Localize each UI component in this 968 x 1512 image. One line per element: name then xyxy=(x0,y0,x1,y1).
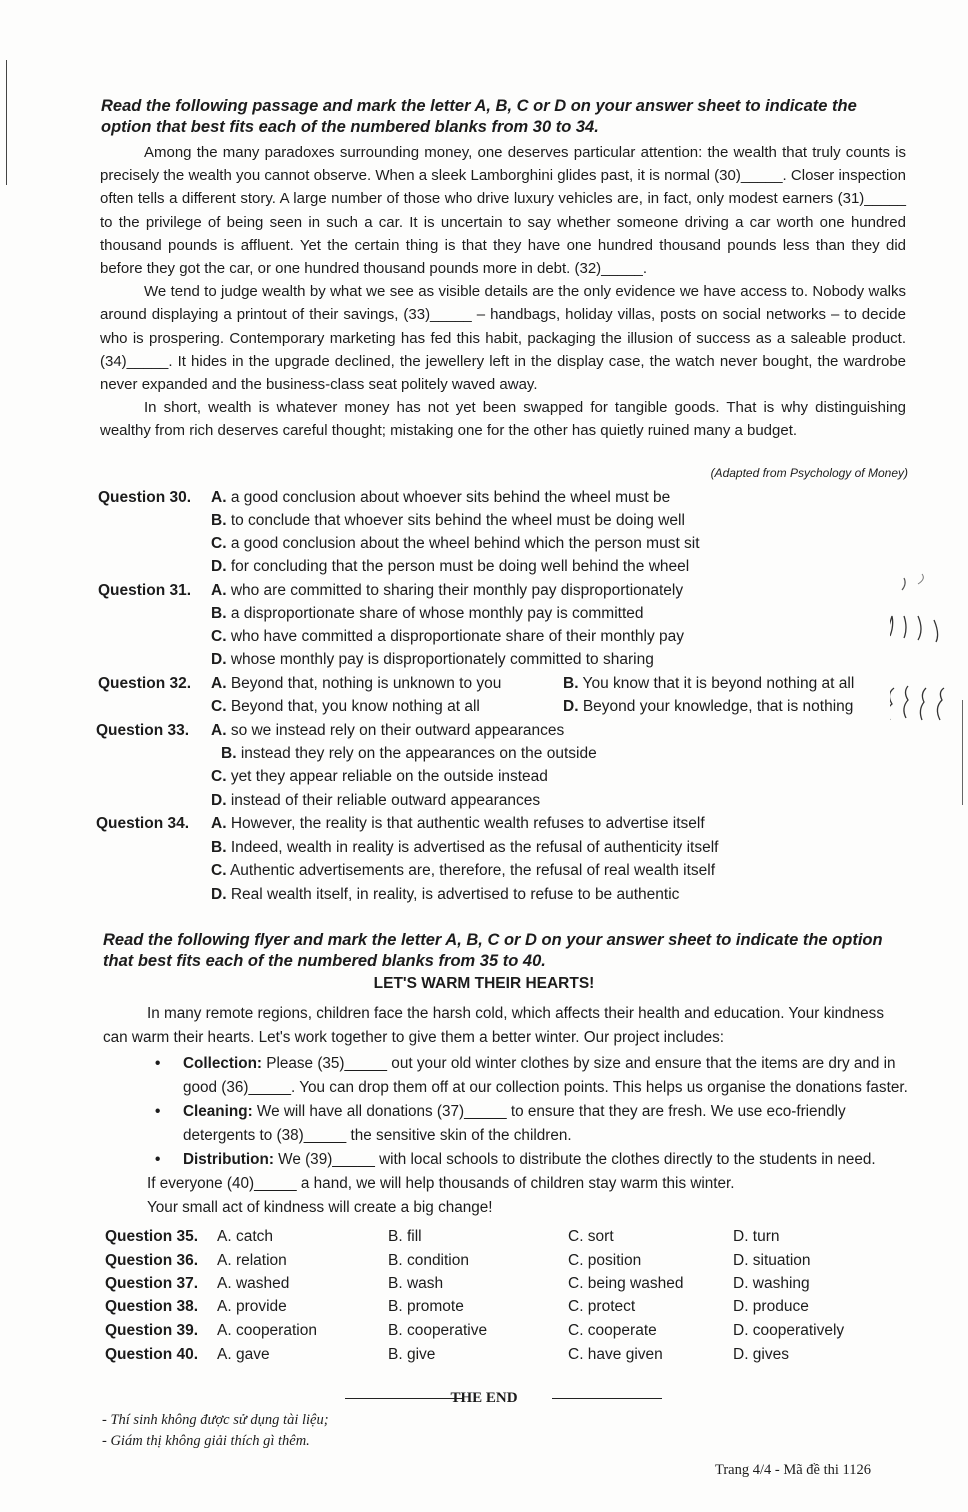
question-33-label: Question 33. xyxy=(96,722,190,739)
question-38-option-b[interactable]: B. promote xyxy=(388,1298,464,1315)
end-divider-right xyxy=(552,1398,662,1399)
question-39-option-a[interactable]: A. cooperation xyxy=(217,1322,317,1339)
note-no-explanation: - Giám thị không giải thích gì thêm. xyxy=(102,1433,310,1449)
reading-passage xyxy=(100,141,906,443)
question-38-option-c[interactable]: C. protect xyxy=(568,1298,636,1315)
question-33-option-c[interactable]: C. yet they appear reliable on the outside instead xyxy=(211,768,548,785)
question-40-option-a[interactable]: A. gave xyxy=(217,1346,270,1363)
question-40-label: Question 40. xyxy=(105,1346,199,1363)
page-footer: Trang 4/4 - Mã đề thi 1126 xyxy=(715,1462,872,1478)
question-33-option-a[interactable]: A. so we instead rely on their outward appearances xyxy=(211,722,565,739)
passage-paragraph-2: We tend to judge wealth by what we see as visible details are the only evidence we have access to. Nobody walks around displaying a printout of their savings, (33)_____ – handbags, holiday villas, posts on social networks – to decide who is prospering. Contemporary marketing has fed this habit, packaging the illusion of success as a saleable product. (34)_____. It hides in the upgrade declined, the jewellery left in the display case, the watch never bought, the wardrobe never expanded and the business-class seat politely waved away. xyxy=(100,283,906,394)
question-32-option-a[interactable]: A. Beyond that, nothing is unknown to you xyxy=(211,675,502,692)
question-38-option-a[interactable]: A. provide xyxy=(217,1298,287,1315)
question-37-option-a[interactable]: A. washed xyxy=(217,1275,290,1292)
question-31-option-c[interactable]: C. who have committed a disproportionate share of their monthly pay xyxy=(211,628,684,645)
question-40-option-c[interactable]: C. have given xyxy=(568,1346,663,1363)
question-38-label: Question 38. xyxy=(105,1298,199,1315)
flyer-bullet-distribution: • Distribution: We (39)_____ with local schools to distribute the clothes directly to the students in need. xyxy=(103,1148,909,1172)
question-30-option-d[interactable]: D. for concluding that the person must be doing well behind the wheel xyxy=(211,558,690,575)
passage-paragraph-1: Among the many paradoxes surrounding money, one deserves particular attention: the wealth that truly counts is precisely the wealth you cannot observe. When a sleek Lamborghini glides past, it is normal (30)_____. Closer inspection often tells a different story. A large number of those who drive luxury vehicles are, in fact, only modest earners (31)_____ to the privilege of being seen in such a car. It is uncertain to say whether someone driving a car worth one hundred thousand pounds is affluent. Yet the certain thing is that they have one hundred thousand pounds less than they did before they got the car, or one hundred thousand pounds more in debt. (32)_____. xyxy=(100,144,906,278)
question-32-option-d[interactable]: D. Beyond your knowledge, that is nothing xyxy=(563,698,854,715)
flyer-body xyxy=(103,1002,909,1220)
question-35-option-d[interactable]: D. turn xyxy=(733,1228,780,1245)
question-39-option-b[interactable]: B. cooperative xyxy=(388,1322,488,1339)
flyer-bullet-list xyxy=(103,1052,909,1172)
question-35-option-a[interactable]: A. catch xyxy=(217,1228,273,1245)
question-36-option-c[interactable]: C. position xyxy=(568,1252,642,1269)
question-40-option-d[interactable]: D. gives xyxy=(733,1346,789,1363)
question-40-option-b[interactable]: B. give xyxy=(388,1346,436,1363)
question-36-option-d[interactable]: D. situation xyxy=(733,1252,811,1269)
source-title: Psychology of Money xyxy=(789,466,904,480)
flyer-closing-2: Your small act of kindness will create a big change! xyxy=(147,1199,493,1216)
question-31-label: Question 31. xyxy=(98,582,192,599)
question-36-label: Question 36. xyxy=(105,1252,199,1269)
question-31-option-d[interactable]: D. whose monthly pay is disproportionately committed to sharing xyxy=(211,651,654,668)
bullet-dot-icon: • xyxy=(155,1103,161,1120)
question-39-option-c[interactable]: C. cooperate xyxy=(568,1322,657,1339)
flyer-bullet-collection: • Collection: Please (35)_____ out your old winter clothes by size and ensure that the items are dry and in good (36)_____. You can drop them off at our collection points. This helps us organise the donations faster. xyxy=(103,1052,909,1100)
flyer-intro: In many remote regions, children face the harsh cold, which affects their health and education. Your kindness can warm their hearts. Let's work together to give them a better winter. Our project includes: xyxy=(103,1005,884,1046)
end-marker: THE END xyxy=(450,1390,518,1406)
scan-edge-line-right xyxy=(962,700,963,805)
question-36-option-b[interactable]: B. condition xyxy=(388,1252,469,1269)
question-34-label: Question 34. xyxy=(96,815,190,832)
note-no-materials: - Thí sinh không được sử dụng tài liệu; xyxy=(102,1412,329,1428)
question-32-option-b[interactable]: B. You know that it is beyond nothing at all xyxy=(563,675,855,692)
question-34-option-d[interactable]: D. Real wealth itself, in reality, is advertised to refuse to be authentic xyxy=(211,886,680,903)
question-37-option-c[interactable]: C. being washed xyxy=(568,1275,684,1292)
question-35-option-c[interactable]: C. sort xyxy=(568,1228,614,1245)
bullet-dot-icon: • xyxy=(155,1055,161,1072)
flyer-closing-1: If everyone (40)_____ a hand, we will help thousands of children stay warm this winter. xyxy=(147,1175,735,1192)
question-33-option-d[interactable]: D. instead of their reliable outward appearances xyxy=(211,792,541,809)
question-32-label: Question 32. xyxy=(98,675,192,692)
passage-source: (Adapted from Psychology of Money) xyxy=(710,466,908,480)
question-33-option-b[interactable]: B. instead they rely on the appearances on the outside xyxy=(221,745,597,762)
flyer-title: LET'S WARM THEIR HEARTS! xyxy=(373,975,595,992)
question-39-option-d[interactable]: D. cooperatively xyxy=(733,1322,845,1339)
question-31-option-b[interactable]: B. a disproportionate share of whose monthly pay is committed xyxy=(211,605,644,622)
question-39-label: Question 39. xyxy=(105,1322,199,1339)
question-30-option-c[interactable]: C. a good conclusion about the wheel behind which the person must sit xyxy=(211,535,700,552)
question-37-option-b[interactable]: B. wash xyxy=(388,1275,444,1292)
question-35-option-b[interactable]: B. fill xyxy=(388,1228,422,1245)
flyer-instruction: Read the following flyer and mark the letter A, B, C or D on your answer sheet to indicate the option that best fits each of the numbered blanks from 35 to 40. xyxy=(103,931,883,970)
bullet-dot-icon: • xyxy=(155,1151,161,1168)
question-30-option-b[interactable]: B. to conclude that whoever sits behind the wheel must be doing well xyxy=(211,512,685,529)
flyer-bullet-cleaning: • Cleaning: We will have all donations (37)_____ to ensure that they are fresh. We use eco-friendly detergents to (38)_____ the sensitive skin of the children. xyxy=(103,1100,909,1148)
question-37-option-d[interactable]: D. washing xyxy=(733,1275,810,1292)
passage-instruction: Read the following passage and mark the letter A, B, C or D on your answer sheet to indicate the option that best fits each of the numbered blanks from 30 to 34. xyxy=(101,97,857,136)
pencil-scribble-marks xyxy=(890,570,950,730)
question-34-option-b[interactable]: B. Indeed, wealth in reality is advertised as the refusal of authenticity itself xyxy=(211,839,719,856)
scan-edge-line xyxy=(6,60,7,185)
passage-paragraph-3: In short, wealth is whatever money has not yet been swapped for tangible goods. That is why distinguishing wealthy from rich deserves careful thought; mistaking one for the other has quietly ruined many a budget. xyxy=(100,399,906,440)
question-34-option-c[interactable]: C. Authentic advertisements are, therefore, the refusal of real wealth itself xyxy=(211,862,716,879)
question-37-label: Question 37. xyxy=(105,1275,199,1292)
question-30-label: Question 30. xyxy=(98,489,192,506)
question-34-option-a[interactable]: A. However, the reality is that authentic wealth refuses to advertise itself xyxy=(211,815,705,832)
question-38-option-d[interactable]: D. produce xyxy=(733,1298,809,1315)
question-36-option-a[interactable]: A. relation xyxy=(217,1252,287,1269)
question-32-option-c[interactable]: C. Beyond that, you know nothing at all xyxy=(211,698,480,715)
question-35-label: Question 35. xyxy=(105,1228,199,1245)
question-31-option-a[interactable]: A. who are committed to sharing their monthly pay disproportionately xyxy=(211,582,684,599)
question-30-option-a[interactable]: A. a good conclusion about whoever sits behind the wheel must be xyxy=(211,489,671,506)
